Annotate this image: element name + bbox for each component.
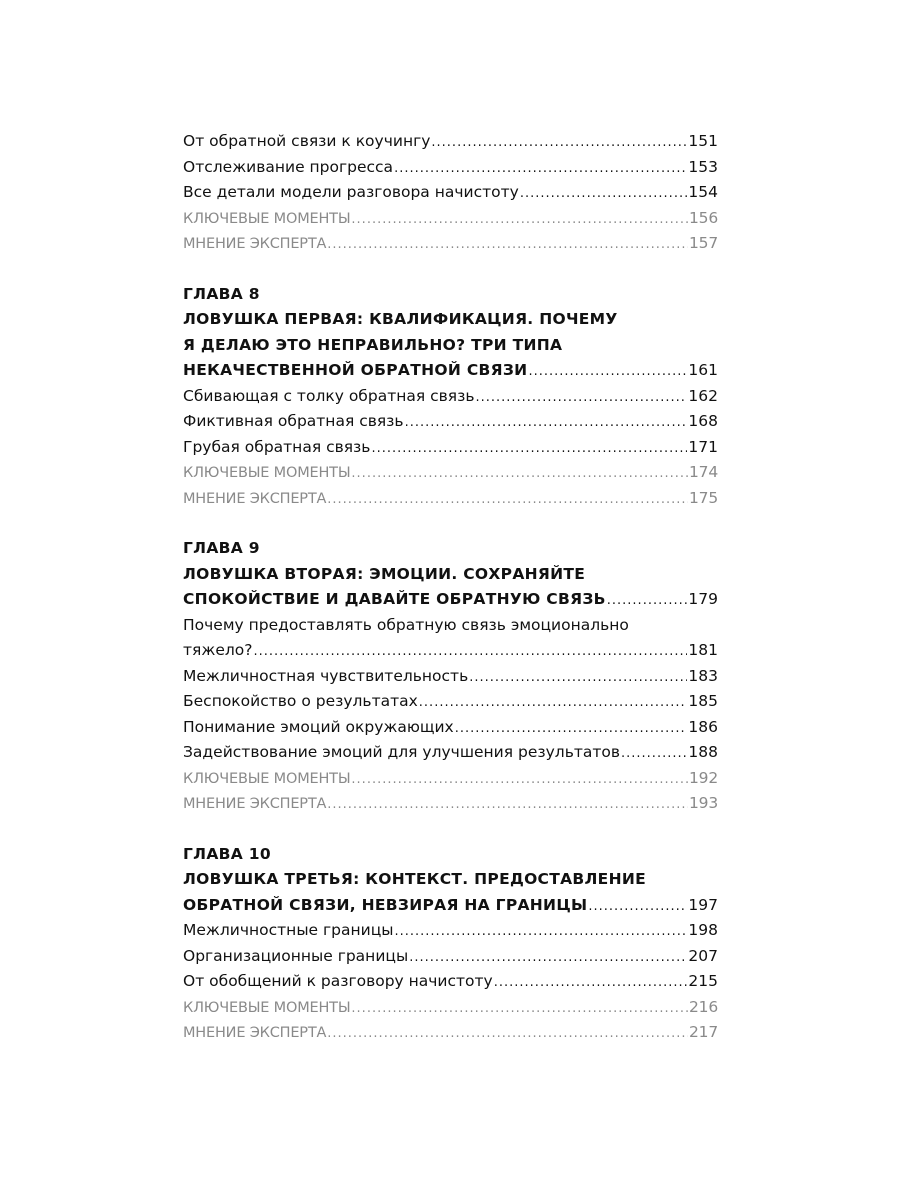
toc-entry-page: 181 [688,641,718,659]
toc-entry-title: Сбивающая с толку обратная связь [183,386,475,405]
toc-entry-key-points[interactable] [183,460,718,486]
toc-entry-title: МНЕНИЕ ЭКСПЕРТА [183,1025,327,1041]
toc-entry-expert-opinion[interactable] [183,791,718,817]
toc-entry-expert-opinion[interactable] [183,231,718,257]
toc-entry-title: Почему предоставлять обратную связь эмоционально [183,615,629,634]
toc-entry-page: 153 [688,157,718,176]
dot-leader [394,156,687,182]
toc-entry-page: 192 [689,768,718,787]
toc-entry[interactable] [183,664,718,690]
chapter-label: ГЛАВА 9 [183,539,260,557]
chapter-title-line[interactable]: ЛОВУШКА ТРЕТЬЯ: КОНТЕКСТ. ПРЕДОСТАВЛЕНИЕ [183,870,646,888]
toc-entry-page: 175 [689,488,718,507]
dot-leader [475,385,687,411]
toc-entry-key-points[interactable] [183,766,718,792]
toc-entry[interactable] [183,409,718,435]
chapter-title-entry[interactable] [183,358,718,384]
toc-entry-page: 207 [688,946,718,965]
toc-entry-page: 216 [689,997,718,1016]
table-of-contents [183,129,718,1046]
toc-entry-title: Беспокойство о результатах [183,692,418,710]
chapter-label: ГЛАВА 10 [183,844,271,863]
dot-leader [371,436,687,462]
dot-leader [351,767,688,793]
dot-leader [528,359,687,385]
dot-leader [405,410,688,436]
toc-entry[interactable] [183,944,718,970]
toc-entry-title: тяжело? [183,641,253,659]
dot-leader [409,945,687,971]
toc-entry-page: 162 [688,386,718,405]
dot-leader [431,130,687,156]
dot-leader [494,970,688,996]
toc-entry-page: 157 [689,234,718,252]
toc-entry-page: 215 [688,972,718,990]
toc-entry-title: Межличностная чувствительность [183,666,469,685]
chapter-title-last-line: ОБРАТНОЙ СВЯЗИ, НЕВЗИРАЯ НА ГРАНИЦЫ [183,895,588,914]
dot-leader [327,792,688,818]
toc-entry-title: Межличностные границы [183,921,394,939]
chapter-title-line[interactable]: Я ДЕЛАЮ ЭТО НЕПРАВИЛЬНО? ТРИ ТИПА [183,335,563,354]
dot-leader [607,588,688,614]
toc-entry-title: КЛЮЧЕВЫЕ МОМЕНТЫ [183,999,351,1016]
toc-entry-title: Отслеживание прогресса [183,157,394,176]
toc-entry-page: 198 [688,921,718,939]
toc-entry-title: От обратной связи к коучингу [183,132,431,150]
toc-entry-page: 217 [689,1023,718,1041]
toc-entry-page: 183 [688,666,718,685]
toc-entry-page: 185 [688,692,718,710]
toc-entry-page: 156 [689,208,718,227]
toc-entry[interactable] [183,715,718,741]
toc-entry-title: Грубая обратная связь [183,437,371,456]
toc-entry-expert-opinion[interactable] [183,1020,718,1046]
toc-entry-title: МНЕНИЕ ЭКСПЕРТА [183,796,327,812]
toc-entry-title: КЛЮЧЕВЫЕ МОМЕНТЫ [183,770,351,787]
chapter-8 [183,282,718,512]
toc-entry-title: Задействование эмоций для улучшения результатов [183,743,621,761]
dot-leader [351,461,688,487]
chapter-title-line[interactable]: ЛОВУШКА ВТОРАЯ: ЭМОЦИИ. СОХРАНЯЙТЕ [183,564,586,583]
toc-entry-page: 179 [688,590,718,608]
chapter-title-last-line: СПОКОЙСТВИЕ И ДАВАЙТЕ ОБРАТНУЮ СВЯЗЬ [183,590,606,608]
dot-leader [327,1021,688,1047]
dot-leader [520,181,688,207]
dot-leader [327,487,688,513]
toc-entry-title: МНЕНИЕ ЭКСПЕРТА [183,236,327,252]
dot-leader [469,665,687,691]
dot-leader [455,716,688,742]
toc-entry-page: 154 [688,183,718,201]
toc-entry-title: КЛЮЧЕВЫЕ МОМЕНТЫ [183,465,351,481]
dot-leader [253,639,687,665]
toc-entry[interactable] [183,435,718,461]
toc-entry-title: КЛЮЧЕВЫЕ МОМЕНТЫ [183,210,351,227]
toc-entry-title: Организационные границы [183,946,409,965]
toc-entry[interactable] [183,384,718,410]
toc-entry-page: 193 [689,794,718,812]
toc-entry-page: 171 [688,437,718,456]
toc-entry[interactable] [183,740,718,766]
toc-entry-page: 188 [688,743,718,761]
chapter-title-last-line: НЕКАЧЕСТВЕННОЙ ОБРАТНОЙ СВЯЗИ [183,361,528,379]
dot-leader [351,996,688,1022]
dot-leader [351,207,688,233]
dot-leader [395,919,688,945]
toc-entry[interactable] [183,155,718,181]
toc-entry[interactable] [183,969,718,995]
toc-entry-page: 168 [688,412,718,430]
toc-entry-page: 161 [688,361,718,379]
dot-leader [327,232,688,258]
chapter-title-entry[interactable] [183,893,718,919]
toc-entry-title: Все детали модели разговора начистоту [183,183,519,201]
toc-entry-page: 174 [689,463,718,481]
toc-entry-title: Понимание эмоций окружающих [183,717,454,736]
chapter-title-entry[interactable] [183,587,718,613]
toc-entry-key-points[interactable] [183,995,718,1021]
toc-entry[interactable] [183,638,718,664]
toc-entry-page: 186 [688,717,718,736]
dot-leader [419,690,688,716]
toc-entry[interactable] [183,180,718,206]
chapter-9 [183,536,718,817]
toc-entry-page: 197 [688,895,718,914]
toc-entry-title: МНЕНИЕ ЭКСПЕРТА [183,490,327,507]
toc-entry[interactable] [183,689,718,715]
toc-entry[interactable] [183,129,718,155]
chapter-title-line[interactable]: ЛОВУШКА ПЕРВАЯ: КВАЛИФИКАЦИЯ. ПОЧЕМУ [183,310,618,328]
toc-entry[interactable] [183,918,718,944]
dot-leader [621,741,687,767]
toc-entry-page: 151 [688,132,718,150]
toc-entry-title: Фиктивная обратная связь [183,412,404,430]
toc-entry-key-points[interactable] [183,206,718,232]
toc-entry-title: От обобщений к разговору начистоту [183,972,493,990]
chapter-label: ГЛАВА 8 [183,284,260,303]
toc-entry-expert-opinion[interactable] [183,486,718,512]
dot-leader [588,894,687,920]
chapter-10 [183,842,718,1046]
toc-entry-wrapped-line[interactable] [183,613,718,639]
